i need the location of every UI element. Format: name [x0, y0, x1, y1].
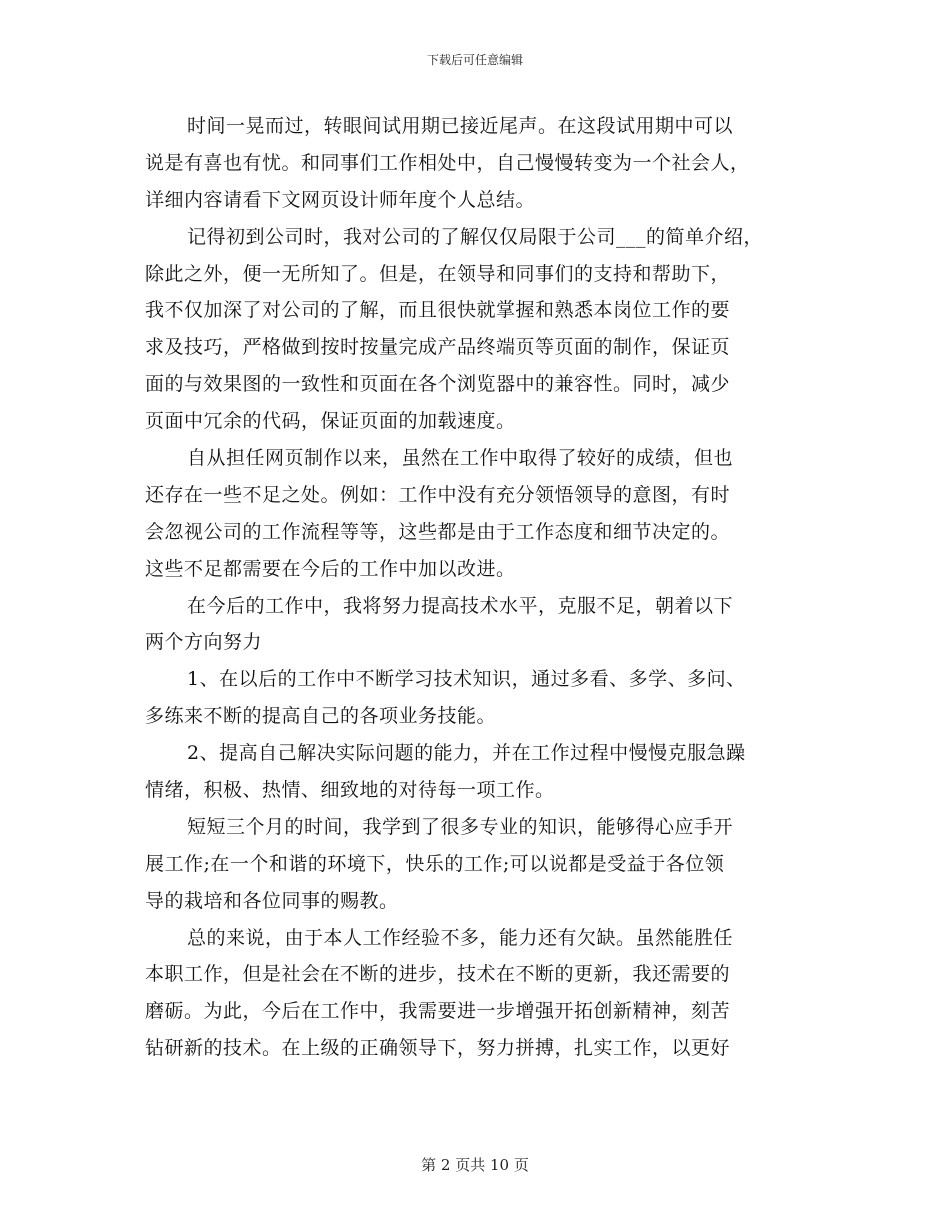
document-body	[145, 108, 825, 1067]
text-line: 两个方向努力	[145, 631, 263, 654]
text-line: 多练来不断的提高自己的各项业务技能。	[145, 705, 497, 728]
text-line: 说是有喜也有忧。和同事们工作相处中，自己慢慢转变为一个社会人，	[145, 151, 750, 174]
text-line: 总的来说，由于本人工作经验不多，能力还有欠缺。虽然能胜任	[187, 926, 734, 949]
text-line: 钻研新的技术。在上级的正确领导下，努力拼搏，扎实工作，以更好	[145, 1037, 731, 1060]
text-line: 还存在一些不足之处。例如：工作中没有充分领悟领导的意图，有时	[145, 483, 731, 506]
page-footer: 第 2 页共 10 页	[421, 1156, 529, 1174]
text-line: 导的栽培和各位同事的赐教。	[145, 889, 399, 912]
text-line: 除此之外，便一无所知了。但是，在领导和同事们的支持和帮助下，	[145, 262, 731, 285]
text-line: 页面中冗余的代码，保证页面的加载速度。	[145, 410, 516, 433]
text-line: 会忽视公司的工作流程等等，这些都是由于工作态度和细节决定的。	[145, 520, 731, 543]
text-line: 本职工作，但是社会在不断的进步，技术在不断的更新，我还需要的	[145, 963, 731, 986]
text-line: 展工作;在一个和谐的环境下，快乐的工作;可以说都是受益于各位领	[145, 852, 725, 875]
text-line: 短短三个月的时间，我学到了很多专业的知识，能够得心应手开	[187, 815, 734, 838]
text-line: 在今后的工作中，我将努力提高技术水平，克服不足，朝着以下	[187, 594, 734, 617]
text-line: 求及技巧，严格做到按时按量完成产品终端页等页面的制作，保证页	[145, 336, 731, 359]
text-line: 详细内容请看下文网页设计师年度个人总结。	[145, 188, 536, 211]
text-line: 自从担任网页制作以来，虽然在工作中取得了较好的成绩，但也	[187, 447, 734, 470]
text-line: 1、在以后的工作中不断学习技术知识，通过多看、多学、多问、	[187, 668, 746, 691]
text-line: 2、提高自己解决实际问题的能力，并在工作过程中慢慢克服急躁	[187, 742, 746, 765]
text-line: 这些不足都需要在今后的工作中加以改进。	[145, 557, 516, 580]
text-line: 磨砺。为此，今后在工作中，我需要进一步增强开拓创新精神，刻苦	[145, 1000, 731, 1023]
page-header: 下载后可任意编辑	[426, 53, 523, 67]
text-line: 记得初到公司时，我对公司的了解仅仅局限于公司___的简单介绍，	[187, 225, 764, 248]
text-line: 我不仅加深了对公司的了解，而且很快就掌握和熟悉本岗位工作的要	[145, 299, 731, 322]
text-line: 面的与效果图的一致性和页面在各个浏览器中的兼容性。同时，减少	[145, 373, 731, 396]
text-line: 时间一晃而过，转眼间试用期已接近尾声。在这段试用期中可以	[187, 115, 734, 137]
text-line: 情绪，积极、热情、细致地的对待每一项工作。	[145, 779, 555, 802]
